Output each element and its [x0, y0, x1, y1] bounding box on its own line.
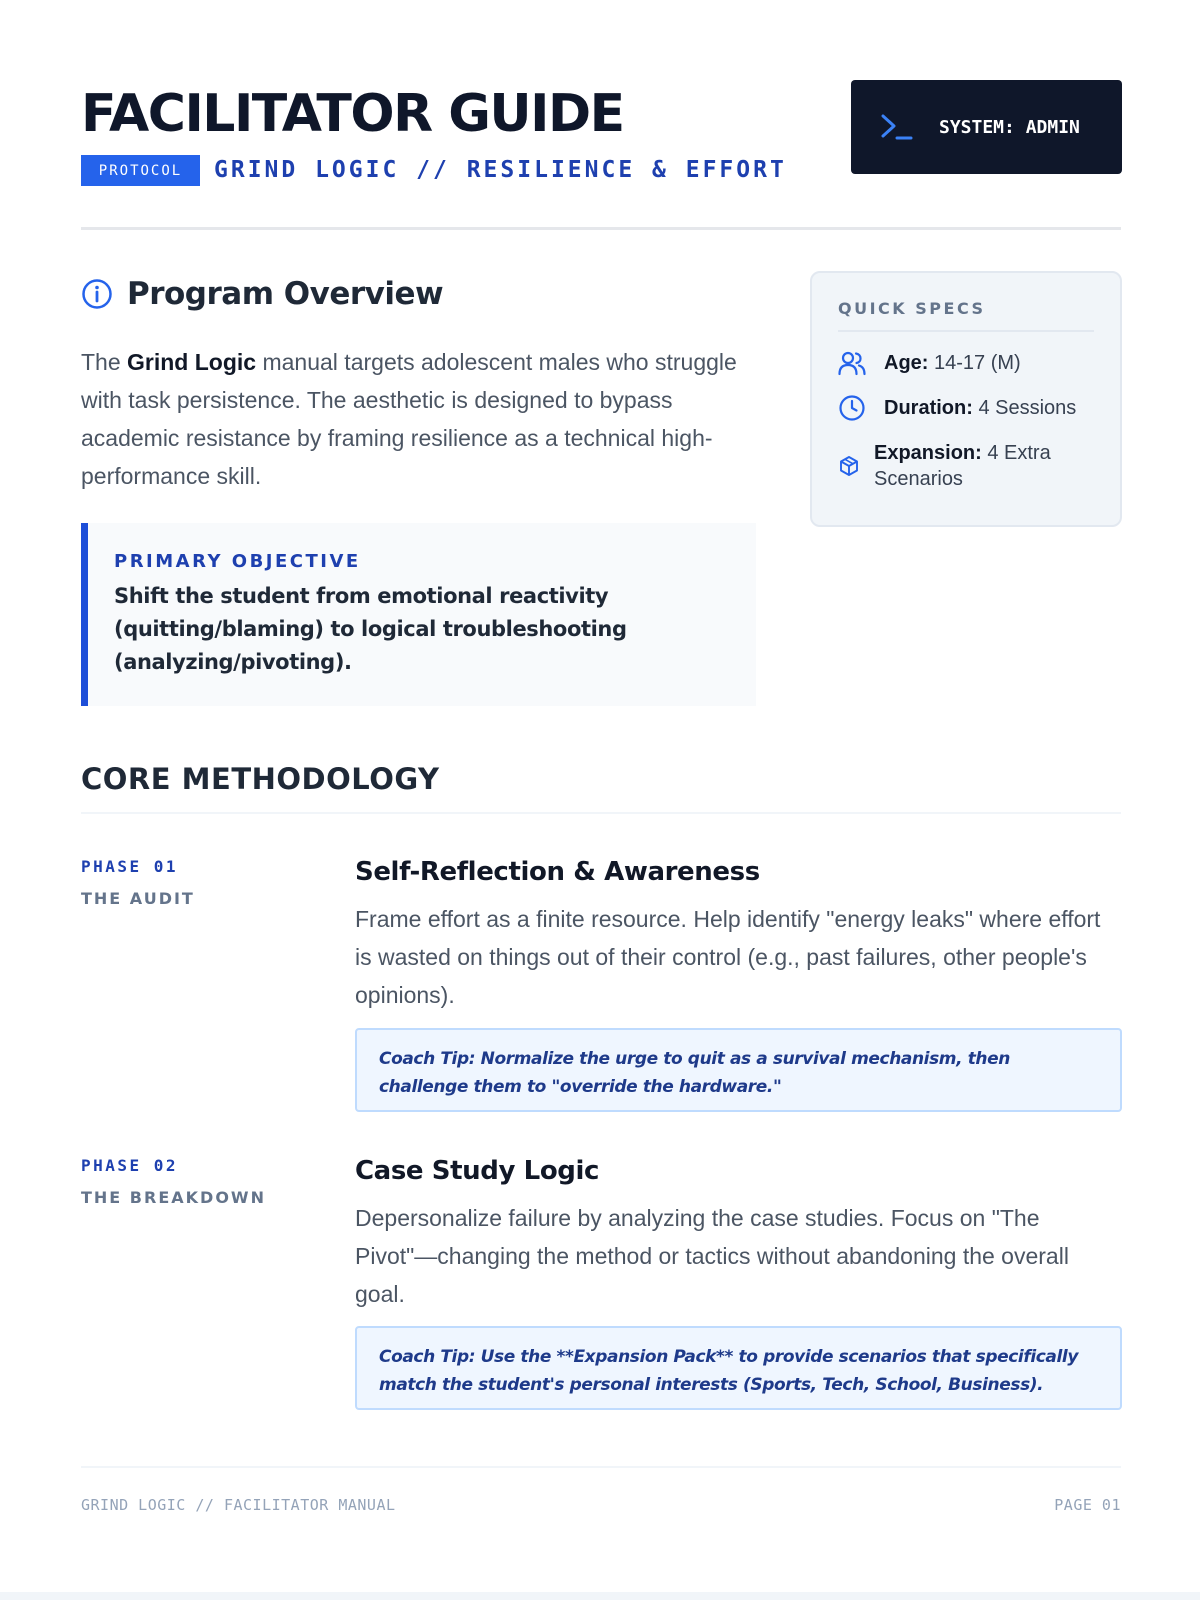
info-icon: [81, 278, 113, 310]
page-bottom-edge: [0, 1592, 1200, 1600]
protocol-badge: PROTOCOL: [81, 155, 200, 186]
terminal-icon: [879, 112, 913, 142]
objective-label: PRIMARY OBJECTIVE: [114, 551, 361, 572]
methodology-divider: [81, 812, 1121, 814]
methodology-heading: CORE METHODOLOGY: [81, 762, 440, 796]
users-icon: [838, 350, 866, 376]
spec-age: [838, 350, 1094, 376]
objective-text: Shift the student from emotional reactivity (quitting/blaming) to logical troubleshooting (analyzing/pivoting).: [114, 584, 627, 674]
phase-1-name: THE AUDIT: [81, 889, 195, 908]
page-title: FACILITATOR GUIDE: [81, 84, 624, 144]
phase-1-description: Frame effort as a finite resource. Help identify "energy leaks" where effort is wasted on things out of their control (e.g., past failures, other people's opinions).: [355, 906, 1101, 1008]
manual-page: [81, 0, 1121, 1600]
package-icon: [838, 455, 860, 477]
footer-manual-name: GRIND LOGIC // FACILITATOR MANUAL: [81, 1496, 396, 1514]
quick-specs-label: QUICK SPECS: [838, 299, 1094, 332]
system-admin-button[interactable]: [851, 80, 1122, 174]
overview-paragraph: [81, 343, 761, 495]
primary-objective-callout: [81, 523, 756, 706]
header-divider: [81, 227, 1121, 230]
phase-1-title: Self-Reflection & Awareness: [355, 857, 760, 887]
phase-2-number: PHASE 02: [81, 1156, 179, 1175]
system-admin-label: SYSTEM: ADMIN: [939, 116, 1080, 138]
spec-duration-key: Duration:: [884, 397, 973, 419]
quick-specs-card: [810, 271, 1122, 527]
overview-heading: [81, 272, 443, 316]
page-subtitle: GRIND LOGIC // RESILIENCE & EFFORT: [214, 157, 787, 183]
footer-page-number: PAGE 01: [1054, 1496, 1121, 1514]
phase-2-description: Depersonalize failure by analyzing the case studies. Focus on "The Pivot"—changing the method or tactics without abandoning the overall goal.: [355, 1205, 1069, 1307]
footer-divider: [81, 1466, 1121, 1468]
spec-age-value: 14-17 (M): [928, 352, 1021, 374]
phase-1-number: PHASE 01: [81, 857, 179, 876]
spec-expansion: [838, 440, 1094, 492]
phase-1-coach-tip: Coach Tip: Normalize the urge to quit as a survival mechanism, then challenge them to "override the hardware.": [355, 1028, 1122, 1112]
spec-expansion-value: 4 Extra Scenarios: [874, 442, 1051, 490]
overview-text-body: manual targets adolescent males who struggle with task persistence. The aesthetic is designed to bypass academic resistance by framing resilience as a technical high-performance skill.: [81, 349, 737, 489]
overview-text-bold: Grind Logic: [127, 349, 257, 375]
phase-2-name: THE BREAKDOWN: [81, 1188, 266, 1207]
spec-duration: [838, 394, 1094, 422]
spec-expansion-key: Expansion:: [874, 442, 982, 464]
spec-age-key: Age:: [884, 352, 929, 374]
overview-text-prefix: The: [81, 349, 128, 375]
phase-2-title: Case Study Logic: [355, 1156, 600, 1186]
spec-duration-value: 4 Sessions: [972, 397, 1077, 419]
overview-title: Program Overview: [127, 276, 444, 312]
clock-icon: [838, 394, 866, 422]
phase-2-coach-tip: Coach Tip: Use the **Expansion Pack** to provide scenarios that specifically match the student's personal interests (Sports, Tech, School, Business).: [355, 1326, 1122, 1410]
